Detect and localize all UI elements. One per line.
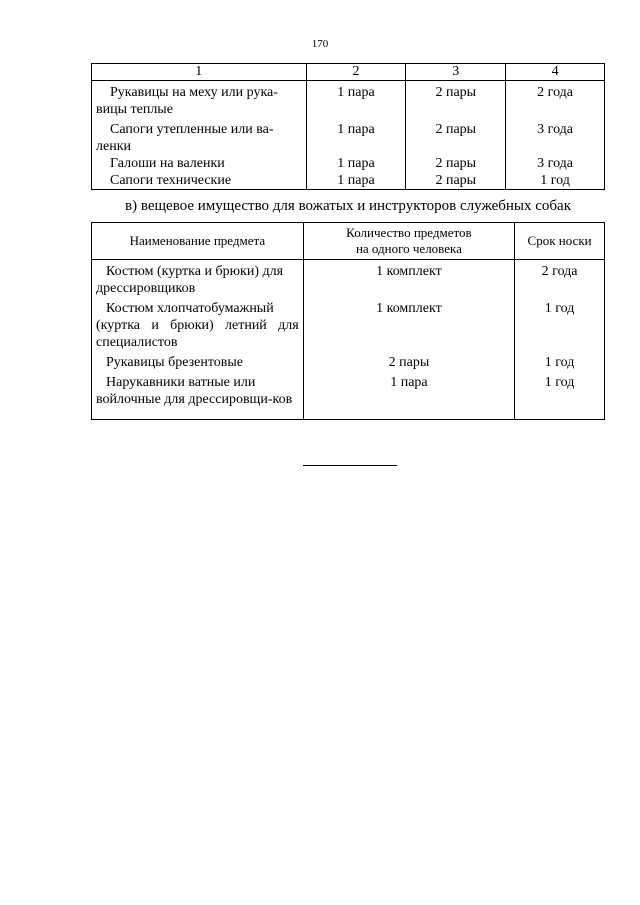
item-name-cell [92,297,304,351]
table-row [92,260,605,298]
value-cell: 1 год [506,172,605,190]
end-of-section-rule [303,465,397,466]
item-name-line: (куртка и брюки) летний для специалистов [96,318,299,350]
column-header-quantity [303,223,514,260]
quantity-cell: 1 комплект [303,260,514,298]
item-name-cell [92,172,307,190]
value-cell: 1 пара [306,118,406,155]
column-header: 2 [306,64,406,81]
value-cell: 2 пары [406,172,506,190]
table-row [92,81,605,119]
value-cell: 1 пара [306,81,406,119]
item-name-line: войлочные для дрессировщи-ков [96,392,293,407]
table-row [92,351,605,371]
quantity-cell: 1 пара [303,371,514,420]
table-header-row [92,223,605,260]
table-row [92,172,605,190]
column-header: 1 [92,64,307,81]
clothing-table-1 [91,63,605,190]
term-cell: 1 год [515,371,605,420]
table-row [92,297,605,351]
item-name-line: Рукавицы брезентовые [106,355,243,370]
header-line: Количество предметов [346,225,472,240]
term-cell: 1 год [515,297,605,351]
item-name-line: вицы теплые [96,102,173,117]
table-header-row [92,64,605,81]
item-name-line: Рукавицы на меху или рука- [110,85,278,100]
clothing-table-2 [91,222,605,420]
item-name-line: Костюм хлопчатобумажный [106,301,274,316]
item-name-line: Сапоги технические [110,173,232,188]
header-line: на одного человека [355,241,462,256]
table-row [92,155,605,172]
table-row [92,118,605,155]
item-name-line: Сапоги утепленные или ва- [110,122,274,137]
value-cell: 3 года [506,155,605,172]
item-name-cell [92,155,307,172]
column-header-name: Наименование предмета [92,223,304,260]
quantity-cell: 1 комплект [303,297,514,351]
term-cell: 2 года [515,260,605,298]
value-cell: 1 пара [306,155,406,172]
item-name-line: ленки [96,139,131,154]
column-header-term: Срок носки [515,223,605,260]
value-cell: 2 пары [406,155,506,172]
item-name-cell [92,371,304,420]
item-name-cell [92,81,307,119]
page-number: 170 [311,38,329,50]
value-cell: 2 года [506,81,605,119]
term-cell: 1 год [515,351,605,371]
item-name-line: Костюм (куртка и брюки) для [106,264,284,279]
item-name-line: Галоши на валенки [110,156,225,171]
section-subtitle: в) вещевое имущество для вожатых и инструкторов служебных собак [125,198,571,214]
table-row [92,371,605,420]
quantity-cell: 2 пары [303,351,514,371]
item-name-cell [92,118,307,155]
item-name-cell [92,351,304,371]
item-name-cell [92,260,304,298]
value-cell: 3 года [506,118,605,155]
value-cell: 2 пары [406,81,506,119]
column-header: 3 [406,64,506,81]
column-header: 4 [506,64,605,81]
item-name-line: Нарукавники ватные или [106,375,256,390]
item-name-line: дрессировщиков [96,281,196,296]
value-cell: 2 пары [406,118,506,155]
value-cell: 1 пара [306,172,406,190]
